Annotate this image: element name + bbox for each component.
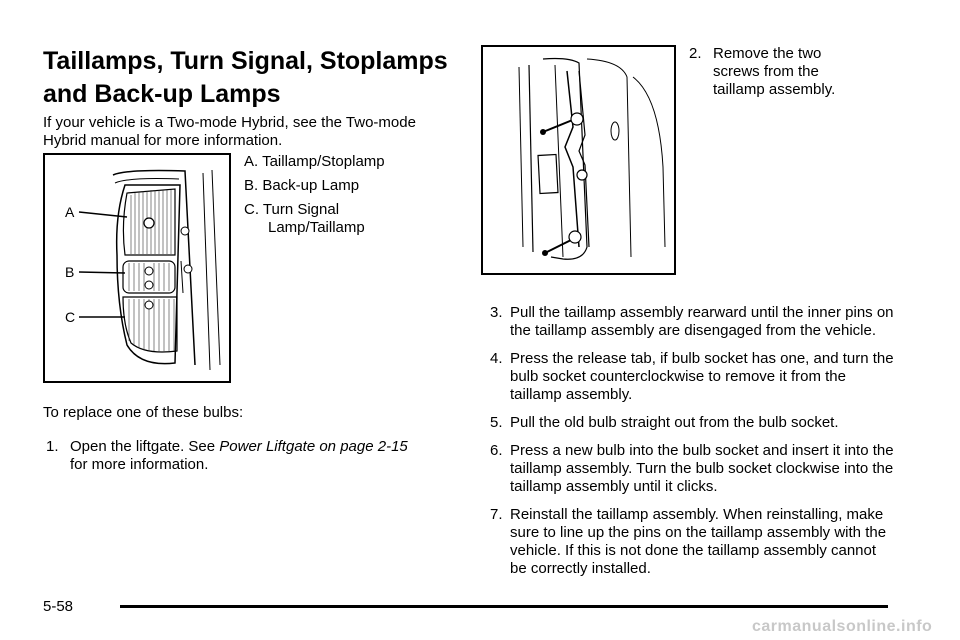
- replace-intro: To replace one of these bulbs:: [43, 404, 244, 421]
- step-number: 4.: [490, 350, 503, 367]
- step-2: [689, 45, 889, 99]
- step-1: [43, 438, 463, 474]
- step-number: 2.: [689, 45, 702, 62]
- step-number: 1.: [46, 438, 59, 455]
- callout-a: A: [65, 204, 75, 220]
- steps-list: [490, 304, 895, 578]
- step-number: 3.: [490, 304, 503, 321]
- step-number: 6.: [490, 442, 503, 459]
- legend-c-continued: Lamp/Taillamp: [268, 219, 365, 236]
- watermark: carmanualsonline.info: [752, 618, 933, 635]
- step-text: Press the release tab, if bulb socket has one, and turn the bulb socket counterclockwise to remove it from the taillamp assembly.: [510, 350, 894, 403]
- taillamp-figure: [43, 153, 231, 383]
- step-1-text: Open the liftgate. See: [70, 438, 220, 455]
- lower-lens: [123, 297, 177, 352]
- screws-figure: [481, 45, 676, 275]
- step-number: 5.: [490, 414, 503, 431]
- screws-illustration: [483, 47, 674, 273]
- callout-b: B: [65, 264, 75, 280]
- step-3: [490, 304, 895, 340]
- callout-c: C: [65, 309, 76, 325]
- step-text: Reinstall the taillamp assembly. When reinstalling, make sure to line up the pins on the taillamp assembly with the vehicle. If this is not done the taillamp assembly cannot be correctly installed.: [510, 506, 887, 577]
- step-text: Press a new bulb into the bulb socket and insert it into the taillamp assembly. Turn the bulb socket clockwise into the taillamp assembly until it clicks.: [510, 442, 894, 495]
- legend-c: C. Turn Signal: [244, 201, 340, 218]
- legend-b: B. Back-up Lamp: [244, 177, 360, 194]
- intro-paragraph: If your vehicle is a Two-mode Hybrid, see the Two-mode Hybrid manual for more information.: [43, 114, 416, 149]
- step-1-text-continued: for more information.: [70, 456, 209, 473]
- footer-rule: [120, 605, 888, 608]
- middle-lens: [123, 261, 192, 293]
- step-4: [490, 350, 895, 404]
- page-number: 5-58: [43, 598, 74, 615]
- lower-screw: [542, 231, 581, 256]
- step-5: [490, 414, 895, 432]
- taillamp-illustration: [45, 155, 229, 381]
- step-2-line-1: Remove the two: [713, 45, 822, 62]
- step-text: Pull the old bulb straight out from the bulb socket.: [510, 414, 839, 431]
- figure-legend: [244, 153, 454, 243]
- step-2-line-3: taillamp assembly.: [713, 81, 836, 98]
- step-number: 7.: [490, 506, 503, 523]
- step-6: [490, 442, 895, 496]
- step-text: Pull the taillamp assembly rearward until the inner pins on the taillamp assembly are disengaged from the vehicle.: [510, 304, 894, 339]
- upper-screw: [540, 113, 583, 135]
- step-2-line-2: screws from the: [713, 63, 819, 80]
- legend-a: A. Taillamp/Stoplamp: [244, 153, 385, 170]
- page-title: Taillamps, Turn Signal, Stoplamps and Back-up Lamps: [43, 47, 448, 108]
- step-7: [490, 506, 895, 578]
- power-liftgate-link[interactable]: Power Liftgate on page 2-15: [219, 438, 408, 455]
